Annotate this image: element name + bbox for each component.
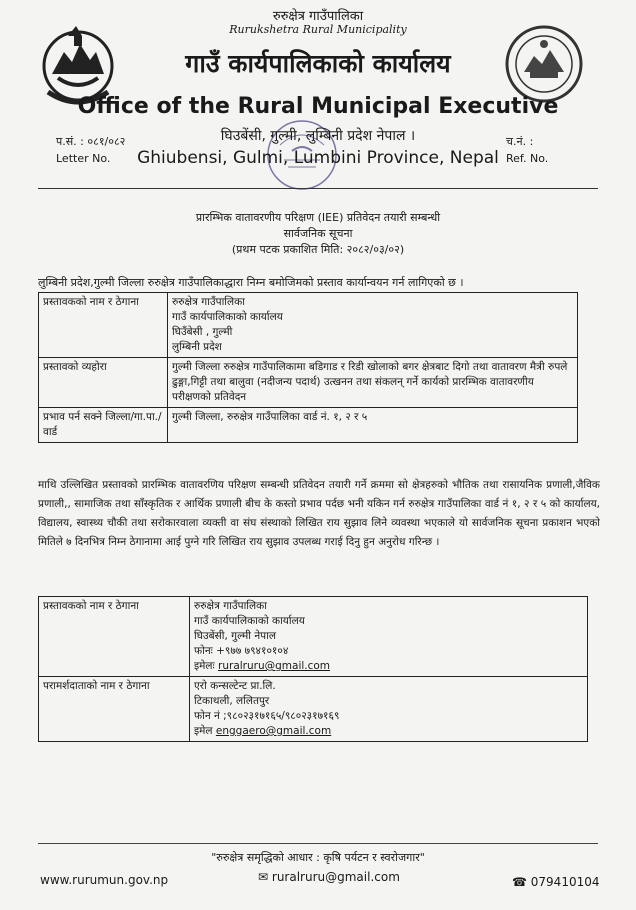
proposer-line: गाउँ कार्यपालिकाको कार्यालय: [172, 311, 283, 323]
contact-line: एरो कन्सल्टेन्ट प्रा.लि.: [194, 680, 276, 692]
contact-line: घिउबेंसी, गुल्मी नेपाल: [194, 630, 276, 642]
table-cell-value: गुल्मी जिल्ला रुरुक्षेत्र गाउँपालिकामा बडिगाड र रिडी खोलाको बगर क्षेत्रबाट दिगो तथा वातावरण मैत्री रुपले ढुङ्गा,गिट्टी तथा बालुवा (नदीजन्य पदार्थ) उत्खनन तथा संकलन् गर्ने कार्यको प्रारम्भिक वातावरणीय परीक्षणको प्रतिवेदन: [168, 358, 578, 408]
reference-number-nepali: च.नं. :: [506, 135, 534, 148]
header-divider: [38, 188, 598, 189]
contact-line: टिकाथली, ललितपुर: [194, 695, 270, 707]
telephone-icon: ☎: [512, 875, 527, 889]
table-cell-value: [190, 597, 588, 677]
proposal-table: [38, 292, 578, 443]
email-label: इमेलः: [194, 660, 215, 672]
table-cell-label: प्रस्तावकको नाम र ठेगाना: [39, 293, 168, 358]
email-label: इमेल: [194, 725, 213, 737]
reference-number-label: Ref. No.: [506, 152, 549, 165]
table-cell-value: गुल्मी जिल्ला, रुरुक्षेत्र गाउँपालिका वार्ड नं. १, २ र ५: [168, 408, 578, 443]
proposer-line: घिउँबेसी , गुल्मी: [172, 326, 233, 338]
contact-email-line: [194, 659, 583, 674]
office-name-nepali: गाउँ कार्यपालिकाको कार्यालय: [185, 49, 451, 78]
contact-email-line: [194, 724, 583, 739]
letter-number-label: Letter No.: [56, 152, 111, 165]
notice-body-paragraph: माथि उल्लिखित प्रस्तावको प्रारम्भिक वातावरणिय परिक्षण सम्बन्धी प्रतिवेदन तयारी गर्ने क्रममा सो क्षेत्रहरुको भौतिक तथा रासायनिक प्रणाली,जैविक प्रणाली,, सामाजिक तथा साँस्कृतिक र आर्थिक प्रणाली बीच के कस्तो प्रभाव पर्दछ भनी यकिन गर्न रुरुक्षेत्र गाउँपालिका वार्ड नं १, २ र ५ को कार्यालय, विद्यालय, स्वास्थ्य चौकी तथा सरोकारवाला व्यक्ती वा संघ संस्थाको लिखित राय सुझाव लिने व्यवस्था भएकाले यो सार्वजनिक सूचना प्रकाशन भएको मितिले ७ दिनभित्र निम्न ठेगानामा आई पुग्ने गरि लिखित राय सुझाव उपलब्ध गराई दिनु हुन अनुरोध गरिन्छ ।: [38, 479, 600, 548]
notice-title: प्रारम्भिक वातावरणीय परिक्षण (IEE) प्रतिवेदन तयारी सम्बन्धी: [195, 211, 441, 224]
table-cell-label: प्रस्तावकको नाम र ठेगाना: [39, 597, 190, 677]
address-nepali: घिउबेंसी, गुल्मी, लुम्बिनी प्रदेश नेपाल ।: [220, 128, 416, 144]
consultant-email-link[interactable]: enggaero@gmail.com: [215, 725, 332, 737]
office-name-english: Office of the Rural Municipal Executive: [77, 94, 559, 119]
table-row: [39, 293, 578, 358]
footer-divider: [38, 843, 598, 844]
proposer-line: रुरुक्षेत्र गाउँपालिका: [172, 296, 245, 308]
footer-email[interactable]: [258, 870, 400, 884]
notice-intro: लुम्बिनी प्रदेश,गुल्मी जिल्ला रुरुक्षेत्र गाउँपालिकाद्धारा निम्न बमोजिमको प्रस्ताव कार्यान्वयन गर्न लागिएको छ ।: [38, 276, 464, 289]
table-cell-value: [190, 677, 588, 742]
contact-table: [38, 596, 588, 742]
table-cell-label: प्रभाव पर्न सक्ने जिल्ला/गा.पा./वार्ड: [39, 408, 168, 443]
municipality-name-nepali: रुरुक्षेत्र गाउँपालिका: [272, 9, 364, 24]
notice-subtitle: सार्वजनिक सूचना: [283, 227, 353, 240]
proposer-email-link[interactable]: ruralruru@gmail.com: [218, 660, 331, 672]
contact-line: गाउँ कार्यपालिकाको कार्यालय: [194, 615, 305, 627]
footer-website[interactable]: www.rurumun.gov.np: [40, 873, 169, 887]
notice-publish-date: (प्रथम पटक प्रकाशित मिति: २०८२/०३/०२): [231, 243, 405, 256]
table-cell-label: परामर्शदाताको नाम र ठेगाना: [39, 677, 190, 742]
footer-email-text: ruralruru@gmail.com: [271, 870, 400, 884]
contact-line: रुरुक्षेत्र गाउँपालिका: [194, 600, 267, 612]
letter-number-nepali: प.सं. : ०८१/०८२: [56, 135, 126, 148]
table-row: [39, 597, 588, 677]
footer-phone: [512, 875, 600, 889]
footer-motto: "रुरुक्षेत्र समृद्धिको आधार : कृषि पर्यटन र स्वरोजगार": [211, 851, 425, 864]
contact-line: फोन नं ;९८०२३१७१६५/९८०२३१७१६९: [194, 710, 340, 722]
reference-number-block: [506, 133, 548, 167]
letter-number-block: [56, 133, 125, 167]
address-english: Ghiubensi, Gulmi, Lumbini Province, Nepal: [137, 148, 499, 168]
table-cell-label: प्रस्तावको व्यहोरा: [39, 358, 168, 408]
table-cell-value: [168, 293, 578, 358]
contact-line: फोनः +९७७ ७९४१०१०४: [194, 645, 289, 657]
municipality-name-english: Rurukshetra Rural Municipality: [229, 23, 407, 36]
table-row: [39, 358, 578, 408]
proposer-line: लुम्बिनी प्रदेश: [172, 341, 222, 353]
footer-phone-text: 079410104: [530, 875, 600, 889]
table-row: [39, 677, 588, 742]
table-row: [39, 408, 578, 443]
envelope-icon: ✉: [258, 870, 269, 884]
